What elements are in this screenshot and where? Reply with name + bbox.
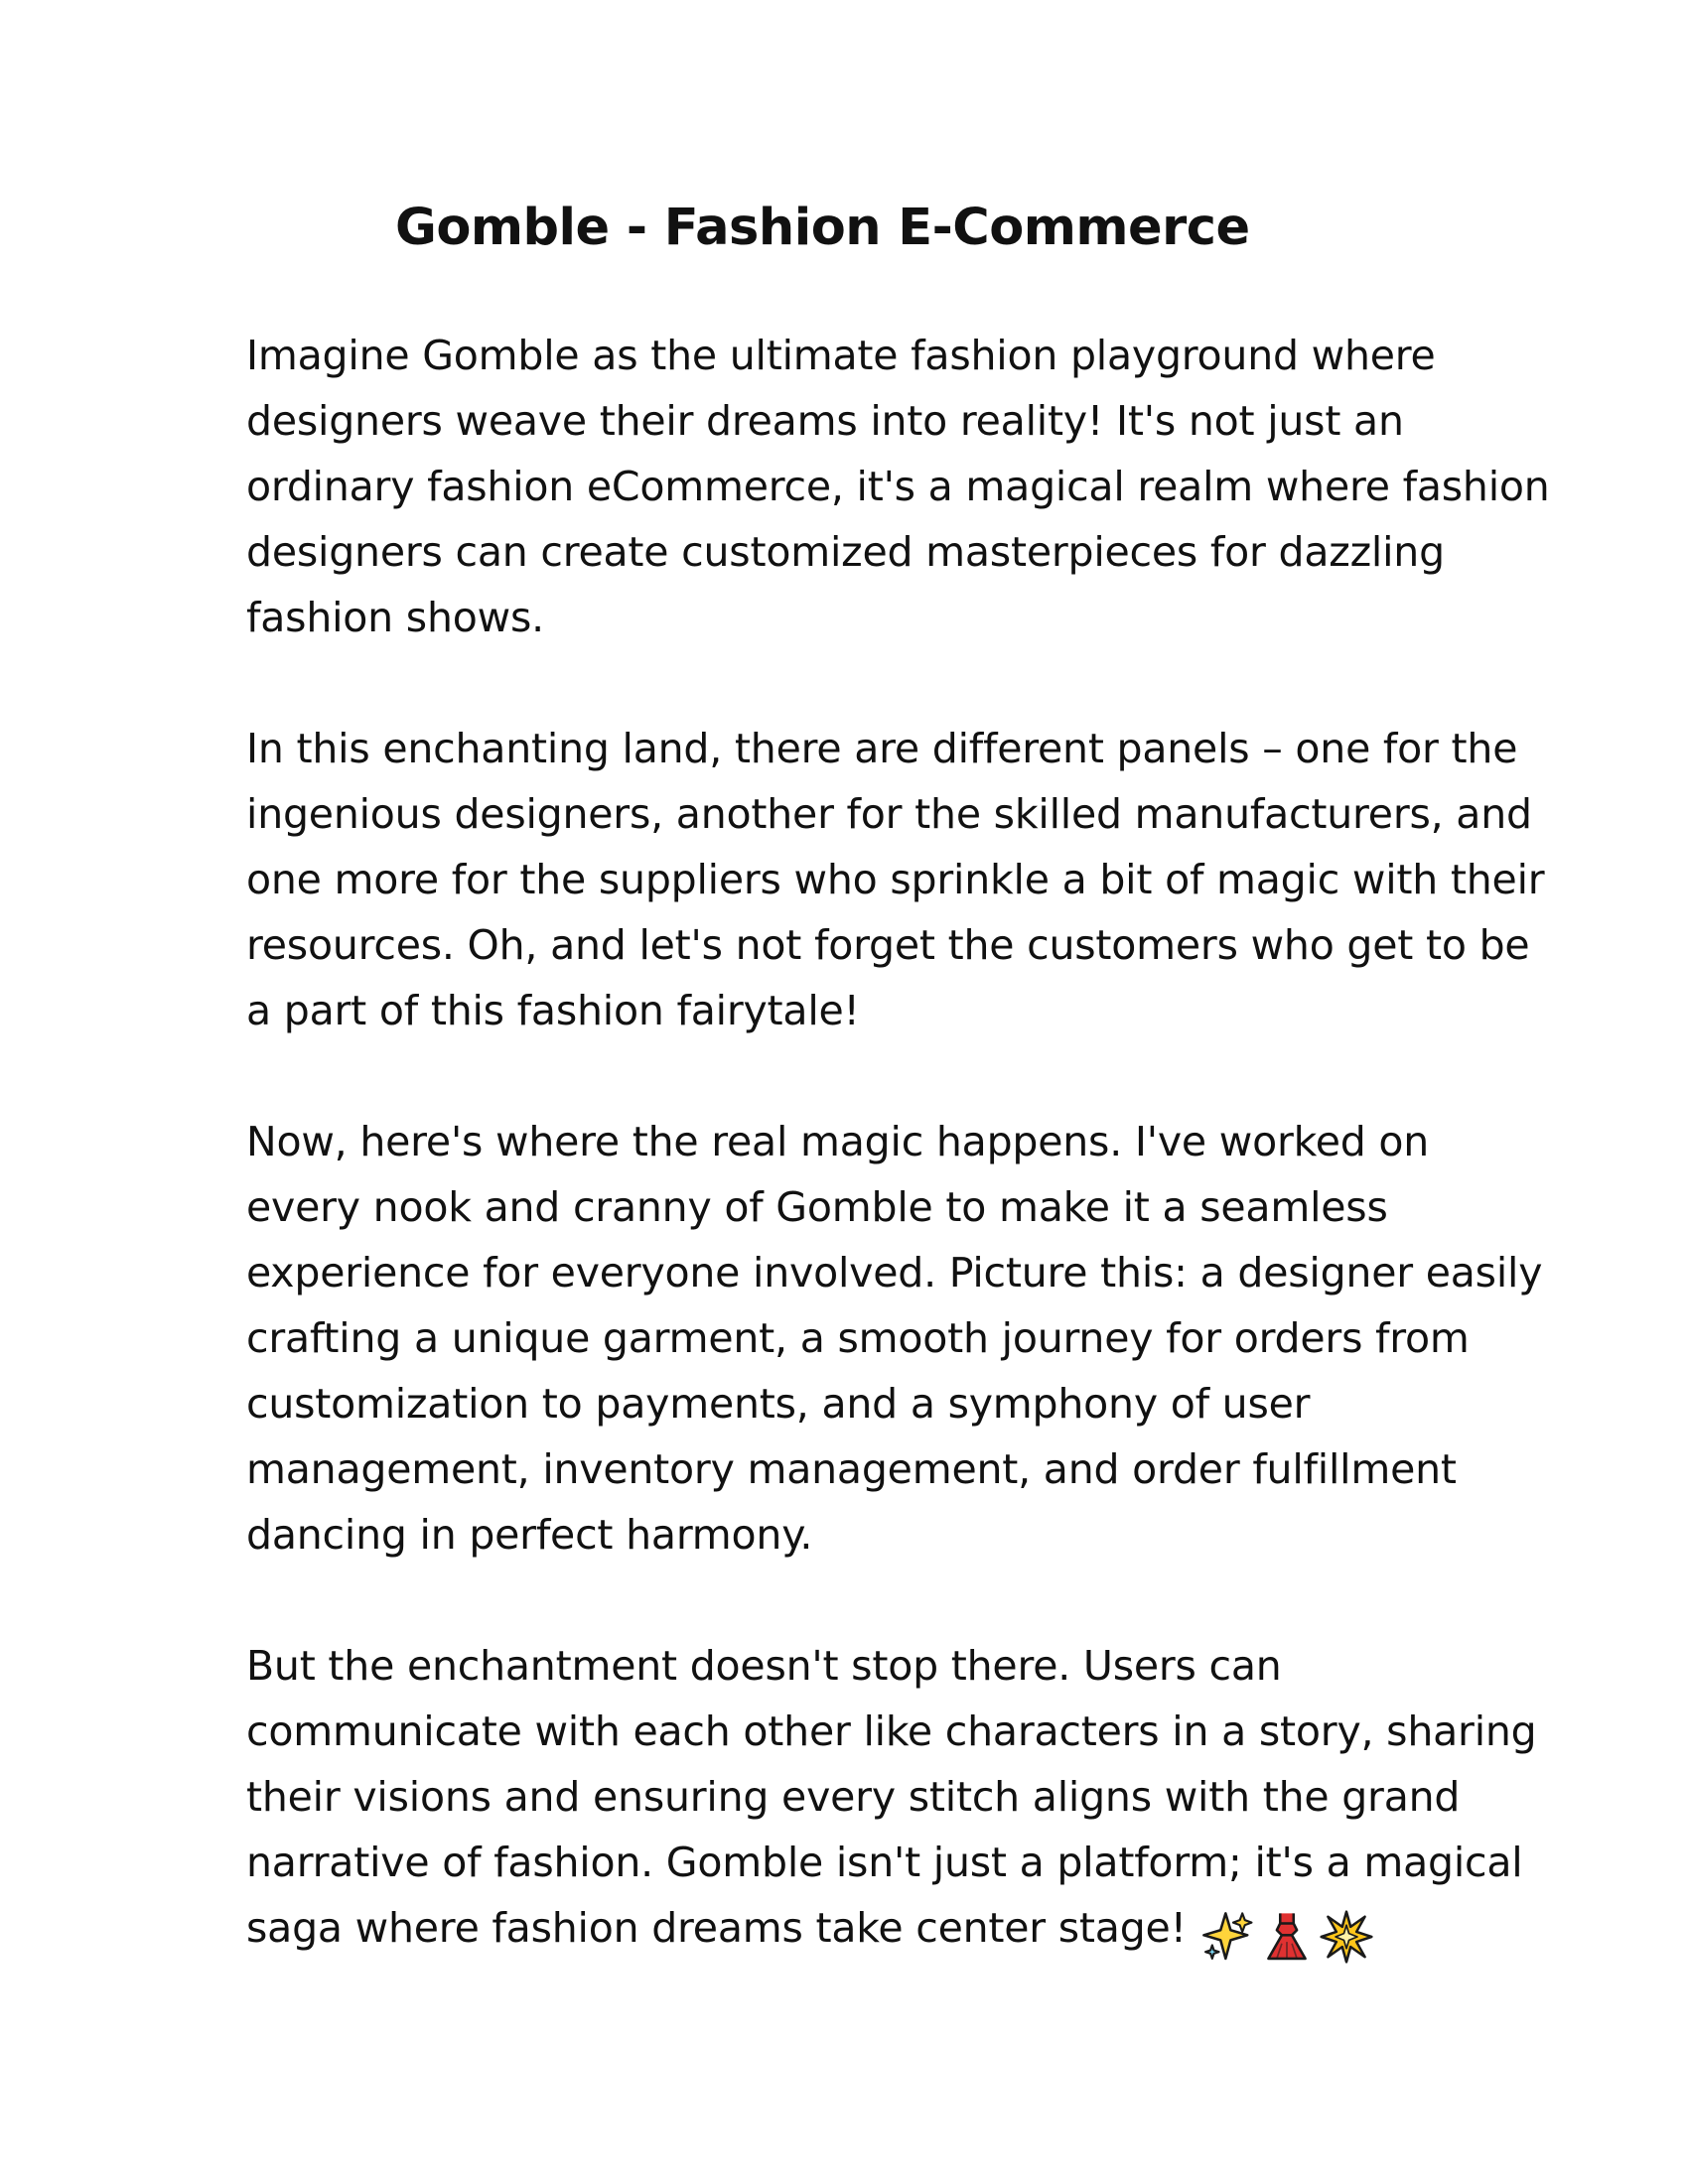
text-line: one more for the suppliers who sprinkle a bit of magic with their	[246, 856, 1545, 903]
text-line: resources. Oh, and let's not forget the customers who get to be	[246, 921, 1530, 969]
text-line: fashion shows.	[246, 594, 544, 641]
text-line: their visions and ensuring every stitch aligns with the grand	[246, 1773, 1461, 1821]
text-line-content: saga where fashion dreams take center stage!	[246, 1904, 1187, 1952]
document-title: Gomble - Fashion E-Commerce	[395, 199, 1250, 257]
text-line-last	[246, 1895, 1577, 1967]
text-line: But the enchantment doesn't stop there. Users can	[246, 1642, 1282, 1690]
text-line: management, inventory management, and order fulfillment	[246, 1445, 1457, 1493]
text-line: a part of this fashion fairytale!	[246, 987, 860, 1034]
text-line: designers can create customized masterpieces for dazzling	[246, 528, 1445, 576]
emoji-group	[1200, 1901, 1379, 1967]
paragraph-magic	[246, 1109, 1577, 1568]
text-line: ordinary fashion eCommerce, it's a magical realm where fashion	[246, 463, 1550, 510]
text-line: ingenious designers, another for the skilled manufacturers, and	[246, 790, 1532, 838]
paragraph-panels	[246, 716, 1577, 1043]
paragraph-intro	[246, 323, 1577, 650]
text-line: communicate with each other like characters in a story, sharing	[246, 1707, 1537, 1755]
text-line: narrative of fashion. Gomble isn't just a platform; it's a magical	[246, 1839, 1523, 1886]
text-line: experience for everyone involved. Picture this: a designer easily	[246, 1249, 1543, 1297]
text-line: In this enchanting land, there are different panels – one for the	[246, 725, 1518, 772]
text-line: dancing in perfect harmony.	[246, 1511, 813, 1559]
text-line: customization to payments, and a symphony of user	[246, 1380, 1311, 1428]
glowing-star-icon	[1320, 1910, 1373, 1964]
text-line: crafting a unique garment, a smooth journey for orders from	[246, 1314, 1470, 1362]
dress-icon	[1260, 1910, 1314, 1964]
text-line: every nook and cranny of Gomble to make it a seamless	[246, 1183, 1388, 1231]
sparkles-icon	[1200, 1910, 1254, 1964]
text-line: designers weave their dreams into reality! It's not just an	[246, 397, 1404, 445]
document-body	[246, 323, 1577, 2032]
paragraph-enchantment	[246, 1633, 1577, 1967]
text-line: Now, here's where the real magic happens. I've worked on	[246, 1118, 1430, 1165]
text-line: Imagine Gomble as the ultimate fashion playground where	[246, 332, 1436, 379]
